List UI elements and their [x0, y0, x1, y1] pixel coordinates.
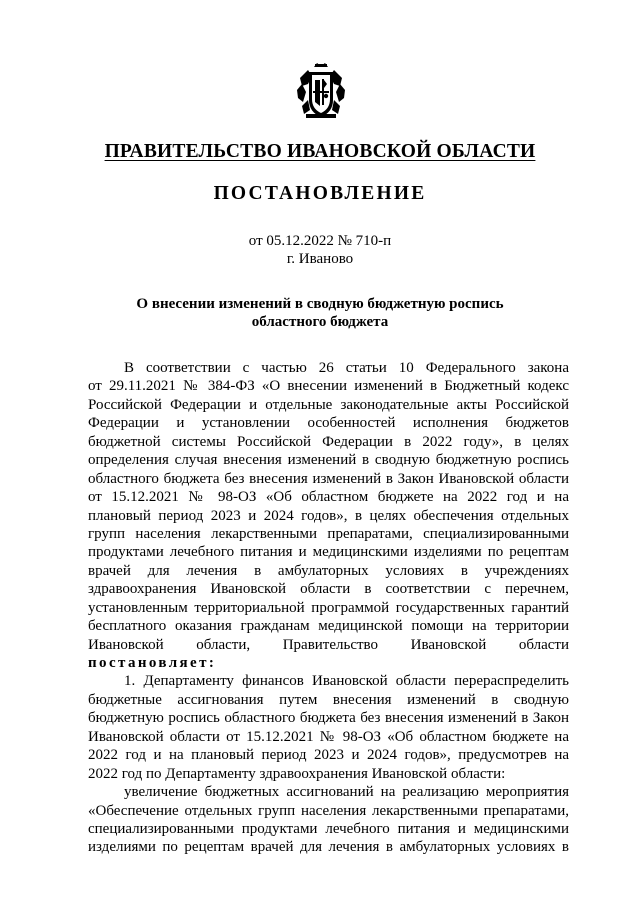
- document-title-line: О внесении изменений в сводную бюджетную роспись: [136, 296, 504, 312]
- paragraph-line: Федерации и установлении особенностей исполнения бюджетов: [88, 415, 569, 432]
- paragraph-line: областного бюджета без внесения изменений в Закон Ивановской области: [88, 470, 569, 487]
- paragraph-line: плановый период 2023 и 2024 годов», в целях обеспечения отдельных: [88, 507, 569, 524]
- paragraph-line: здравоохранения Ивановской области в соответствии с перечнем,: [88, 581, 569, 598]
- paragraph-line: 1. Департаменту финансов Ивановской области перераспределить: [124, 673, 569, 690]
- document-body: [88, 359, 569, 857]
- paragraph-line: бюджетной системы Российской Федерации в 2022 году», в целях: [88, 433, 569, 450]
- paragraph-line: от 15.12.2021 № 98-ОЗ «Об областном бюджете на 2022 год и на: [88, 489, 569, 506]
- organization-name: ПРАВИТЕЛЬСТВО ИВАНОВСКОЙ ОБЛАСТИ: [104, 141, 536, 162]
- paragraph-line: установленным территориальной программой государственных гарантий: [88, 599, 569, 616]
- paragraph-line: специализированными продуктами лечебного питания и медицинскими: [88, 820, 569, 837]
- document-title-line: областного бюджета: [251, 314, 389, 330]
- paragraph-line: Ивановской области от 15.12.2021 № 98-ОЗ «Об областном бюджете на: [88, 728, 569, 745]
- paragraph-line: бесплатного оказания гражданам медицинской помощи на территории: [88, 618, 569, 635]
- coat-of-arms-icon: [296, 62, 346, 120]
- paragraph-line: 2022 год и на плановый период 2023 и 2024 годов», предусмотрев на: [88, 747, 569, 764]
- paragraph-line: групп населения лекарственными препаратами, специализированными: [88, 525, 569, 542]
- paragraph-line: врачей для лечения в амбулаторных условиях в учреждениях: [88, 562, 569, 579]
- paragraph-line: изделиями по рецептам врачей для лечения в амбулаторных условиях в: [88, 839, 569, 856]
- paragraph-line: бюджетные ассигнования путем внесения изменений в сводную: [88, 691, 569, 708]
- document-type: ПОСТАНОВЛЕНИЕ: [213, 183, 427, 204]
- paragraph-line: определения случая внесения изменений в сводную бюджетную роспись: [88, 452, 569, 469]
- paragraph-line: бюджетную роспись областного бюджета без внесения изменений в Закон: [88, 710, 569, 727]
- paragraph-line: В соответствии с частью 26 статьи 10 Федерального закона: [124, 360, 569, 376]
- paragraph-line: Ивановской области, Правительство Ивановской области: [88, 636, 569, 653]
- city: г. Иваново: [286, 251, 354, 267]
- paragraph-line: 2022 год по Департаменту здравоохранения Ивановской области:: [88, 765, 506, 782]
- paragraph-line: от 29.11.2021 № 384-ФЗ «О внесении изменений в Бюджетный кодекс: [88, 378, 569, 395]
- paragraph-line: «Обеспечение отдельных групп населения лекарственными препаратами,: [88, 802, 569, 819]
- paragraph-line: Российской Федерации и отдельные законодательные акты Российской: [88, 396, 569, 413]
- date-number: от 05.12.2022 № 710-п: [248, 233, 392, 249]
- paragraph-line: продуктами лечебного питания и медицинскими изделиями по рецептам: [88, 544, 569, 561]
- resolution-word: постановляет:: [88, 655, 217, 671]
- paragraph-line: увеличение бюджетных ассигнований на реализацию мероприятия: [124, 784, 569, 801]
